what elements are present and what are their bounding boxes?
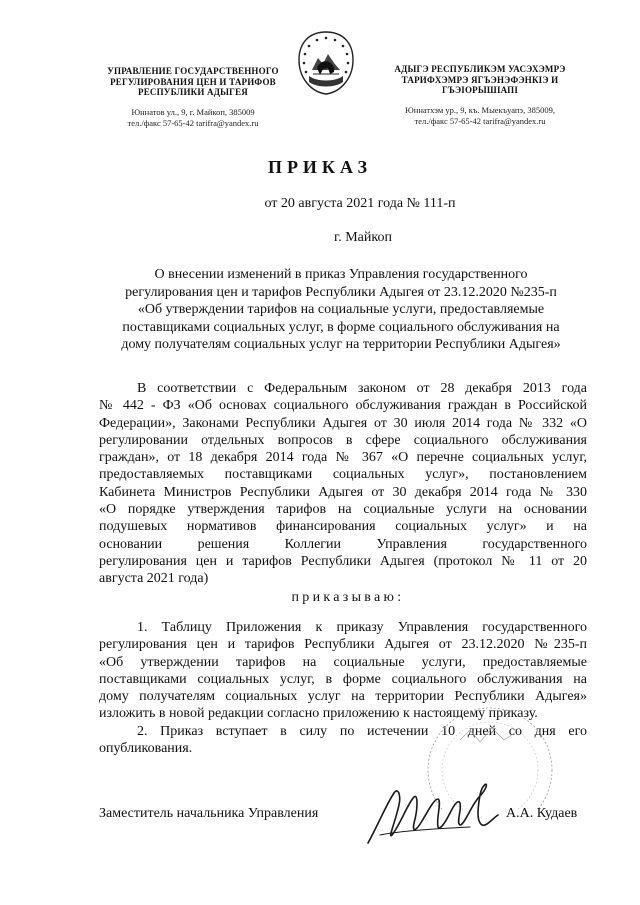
paragraph-line: «О порядке утверждения тарифов на социальные услуги на основании <box>99 502 587 518</box>
handwritten-signature-icon <box>360 765 510 860</box>
paragraph-line: августа 2021 года) <box>99 571 209 587</box>
authority-name-adyghe <box>375 64 585 96</box>
preamble-paragraph <box>99 380 587 588</box>
signer-name: А.А. Кудаев <box>506 806 578 821</box>
authority-name-line: ТАРИФХЭМРЭ ЯГЪЭНЭФЭНКІЭ И <box>401 74 559 85</box>
contact-line: тел./факс 57-65-42 tarifra@yandex.ru <box>127 117 259 128</box>
paragraph-line: Кабинета Министров Республики Адыгея от 30 декабря 2014 года № 330 <box>99 484 587 500</box>
paragraph-line: Федерации», Законами Республики Адыгея от 30 июля 2014 года № 332 «О <box>99 415 587 431</box>
header-left <box>78 66 308 129</box>
paragraph-line: № 442 - ФЗ «Об основах социального обслуживания граждан в Российской <box>99 398 587 414</box>
paragraph-line: граждан», от 18 декабря 2014 года № 367 «О перечне социальных услуг, <box>99 450 587 466</box>
republic-emblem-icon <box>295 30 357 96</box>
paragraph-line: предоставляемых поставщиками социальных услуг», постановлением <box>99 467 587 483</box>
address-line: Юннатов ул., 9, г. Майкоп, 385009 <box>131 106 255 117</box>
document-date: от 20 августа 2021 года № 111-п <box>264 196 456 211</box>
item-line: 2. Приказ вступает в силу по истечении 10 дней со дня его <box>137 723 587 739</box>
paragraph-line: основании решения Коллегии Управления государственного <box>99 536 587 552</box>
item-line: опубликования. <box>99 741 193 757</box>
item-line: «Об утверждении тарифов на социальные услуги, предоставляемые <box>99 654 587 670</box>
authority-name-line: ГЪЭІОРЫШІАПІ <box>441 85 519 95</box>
address-line: Юннатхэм ур., 9, къ. Мыекъуапэ, 385009, <box>405 104 555 115</box>
item-line: изложить в новой редакции согласно приложению к настоящему приказу. <box>99 706 538 722</box>
paragraph-line: регулировании отдельных вопросов в сфере социального обслуживания <box>99 432 587 448</box>
document-city: г. Майкоп <box>334 230 392 245</box>
document-title: ПРИКАЗ <box>267 157 373 177</box>
authority-name-line: АДЫГЭ РЕСПУБЛИКЭМ УАСЭХЭМРЭ <box>394 64 566 74</box>
authority-name-line: РЕГУЛИРОВАНИЯ ЦЕН И ТАРИФОВ <box>110 76 276 87</box>
signer-position: Заместитель начальника Управления <box>99 806 319 821</box>
item-line: 1. Таблицу Приложения к приказу Управления государственного <box>137 620 587 635</box>
item-line: регулирования цен и тарифов Республики Адыгея от 23.12.2020 №235-п <box>99 637 587 653</box>
subject-line: «Об утверждении тарифов на социальные услуги, предоставляемые <box>137 302 545 318</box>
item-line: дому получателям социальных услуг на территории Республики Адыгея» <box>99 689 587 705</box>
subject-line: О внесении изменений в приказ Управления государственного <box>154 267 528 282</box>
authority-address-adyghe <box>375 105 585 127</box>
header-right <box>375 64 585 127</box>
contact-line: тел./факс 57-65-42 tarifra@yandex.ru <box>414 115 546 126</box>
subject-line: дому получателям социальных услуг на территории Республики Адыгея» <box>121 337 561 353</box>
item-line: поставщиками социальных услуг, в форме социального обслуживания на <box>99 671 587 687</box>
document-subject <box>96 266 586 354</box>
paragraph-line: подушевых нормативов финансирования социальных услуг» и на <box>99 519 587 535</box>
authority-name-line: РЕСПУБЛИКИ АДЫГЕЯ <box>138 87 248 97</box>
subject-line: поставщиками социальных услуг, в форме социального обслуживания на <box>122 319 560 335</box>
authority-name-ru <box>78 66 308 98</box>
paragraph-line: В соответствии с Федеральным законом от 28 декабря 2013 года <box>137 381 587 396</box>
subject-line: регулирования цен и тарифов Республики Адыгея от 23.12.2020 №235-п <box>125 284 557 300</box>
paragraph-line: регулирования цен и тарифов Республики Адыгея (протокол № 11 от 20 <box>99 553 587 569</box>
decree-word: приказываю: <box>291 590 405 605</box>
authority-address-ru <box>78 107 308 129</box>
authority-name-line: УПРАВЛЕНИЕ ГОСУДАРСТВЕННОГО <box>107 66 279 76</box>
